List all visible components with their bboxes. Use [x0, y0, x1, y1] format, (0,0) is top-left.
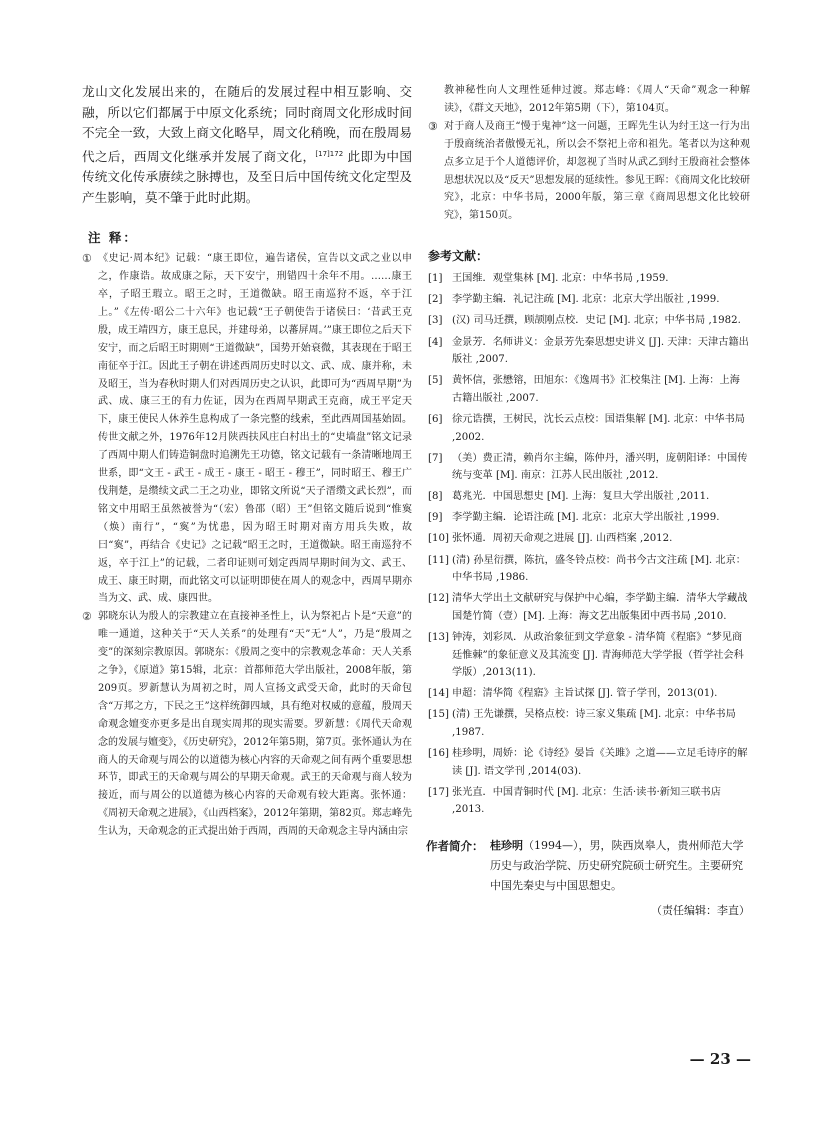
note-marker: ② [82, 610, 92, 624]
reference-number: [8] [428, 491, 443, 503]
reference-number: [14] [428, 688, 449, 700]
reference-text: 李学勤主编．礼记注疏 [M]. 北京：北京大学出版社 ,1999. [452, 294, 720, 306]
reference-item [428, 745, 750, 780]
reference-text: 张光直．中国青铜时代 [M]. 北京：生活·读书·新知三联书店 ,2013. [452, 786, 721, 816]
reference-text: 清华大学出土文献研究与保护中心编，李学勤主编．清华大学藏战国楚竹简（壹）[M]. 上海：海文艺出版集团中西书局 ,2010. [452, 593, 748, 622]
reference-text: 黄怀信，张懋镕，田旭东：《逸周书》汇校集注 [M]. 上海：上海古籍出版社 ,2007. [452, 375, 740, 404]
page-number: — 23 — [689, 1050, 751, 1068]
reference-number: [11] [428, 554, 449, 566]
note-marker: ③ [428, 119, 438, 133]
reference-number: [15] [428, 709, 449, 721]
reference-text: (清) 王先谦撰，吴格点校：诗三家义集疏 [M]. 北京：中华书局 ,1987. [452, 709, 736, 738]
reference-item [428, 334, 750, 369]
reference-number: [7] [428, 452, 443, 464]
reference-item [428, 685, 750, 703]
reference-text: 申超：清华简《程寤》主旨试探 [J]. 管子学刊，2013(01). [452, 688, 718, 700]
reference-number: [17] [428, 786, 449, 798]
reference-number: [5] [428, 375, 443, 387]
author-label: 作者简介： [426, 838, 484, 853]
note-item [428, 82, 750, 118]
reference-item [428, 488, 750, 506]
reference-text: 张怀通．周初天命观之进展 [J]. 山西档案 ,2012. [452, 533, 673, 545]
reference-text: 金景芳．名师讲义：金景芳先秦思想史讲义 [J]. 天津：天津古籍出版社 ,2007. [452, 336, 749, 366]
reference-item [428, 530, 750, 548]
reference-item [428, 590, 750, 625]
reference-text: 桂珍明，周娇：论《诗经》晏旨《关雎》之道——立足毛诗序的解读 [J]. 语文学刊 ,2014(03). [452, 748, 748, 777]
reference-number: [10] [428, 533, 449, 545]
reference-text: (清) 孙星衍撰，陈抗，盛冬铃点校：尚书今古文注疏 [M]. 北京：中华书局 ,1986. [452, 554, 746, 584]
reference-item [428, 552, 750, 587]
intro-paragraph [82, 82, 412, 208]
author-name: 桂珍明 [490, 838, 523, 852]
responsible-editor: （责任编辑：李直） [651, 903, 750, 917]
reference-number: [12] [428, 593, 449, 605]
reference-number: [9] [428, 512, 443, 524]
reference-number: [16] [428, 748, 449, 759]
intro-tail: 此即为中国传统文化传承赓续之脉搏也，及至日后中国传统文化定型及产生影响，莫不肇于此时此期。 [82, 148, 412, 205]
note-item [82, 608, 412, 841]
reference-item [428, 450, 750, 485]
reference-text: (汉) 司马迁撰，顾颉刚点校．史记 [M]. 北京；中华书局 ,1982. [452, 315, 741, 327]
references-title: 参考文献： [428, 249, 489, 264]
note-text: 对于商人及商王“慢于鬼神”这一问题，王晖先生认为纣王这一行为出于殷商统治者傲慢无礼，所以会不祭祀上帝和祖先。笔者以为这种观点多立足于个人道德评价，却忽视了当时从武乙到纣王殷商社会整体思想状况以及“反天”思想发展的延续性。参见王晖：《商周文化比较研究》，北京：中华书局，2000年版，第三章《商周思想文化比较研究》，第150页。 [444, 120, 750, 222]
reference-text: 李学勤主编．论语注疏 [M]. 北京：北京大学出版社 ,1999. [452, 512, 720, 524]
note-text: 《史记·周本纪》记载：“康王即位，遍告诸侯，宣告以文武之业以申之，作康诰。故成康之际，天下安宁，刑错四十余年不用。……康王卒，子昭王瑕立。昭王之时，王道微缺。昭王南巡狩不返，卒于江上。”《左传·昭公二十六年》也记载“王子朝使告于诸侯曰：‘昔武王克殷，成王靖四方，康王息民，并建母弟，以蕃屏周。’”康王即位之后天下安宁，而之后昭王时期则“王道微缺”，国势开始衰微，其表现在于昭王南征卒于江。因此王子朝在讲述西周历史时以文、武、成、康并称，未及昭王，当为春秋时期人们对西周历史之认识，此即可为“西周早期”为武、成、康三王的有力佐证，因为在西周早期武王克商，成王平定天下，康王使民人休养生息构成了一条完整的线索，至此西周国基始固。传世文献之外，1976年12月陕西扶风庄白村出土的“史墙盘”铭文记录了西周中期人们铸造铜盘时追溯先王功德，铭文记载有一条清晰地周王世系，即“文王 - 武王 - 成王 - 康王 - 昭王 - 穆王”，同时昭王、穆王广伐荆楚，是缵续文武二王之功业，即铭文所说“天子溍缵文武长烈”，而铭文中用昭王虽然被誉为“（宏）鲁邵（昭）王”但铭文随后说到“惟寏（焕）南行”，“寏”为忧患，因为昭王时期对南方用兵失败，故曰“寏”，再结合《史记》之记载“昭王之时，王道微缺。昭王南巡狩不返，卒于江上”的记载，二者印证则可划定西周早期时间为文、武王、成王、康王时期，而此铭文可以证明即使在周人的观念中，西周早期亦当为文、武、成、康四世。 [98, 253, 412, 605]
intro-citation: [17]172 [315, 149, 344, 158]
reference-text: 钟涛，刘彩凤．从政治象征到文学意象 - 清华简《程寤》“梦见商廷惟棘”的象征意义及其流变 [J]. 青海师范大学学报（哲学社会科学版）,2013(11). [452, 631, 744, 679]
reference-text: （美）费正清，赖肖尔主编，陈仲丹，潘兴明，庞朝阳译：中国传统与变革 [M]. 南京：江苏人民出版社 ,2012. [452, 452, 748, 482]
reference-text: 徐元诰撰，王树民，沈长云点校：国语集解 [M]. 北京：中华书局 ,2002. [452, 413, 745, 443]
note-item [82, 250, 412, 608]
reference-item [428, 784, 750, 819]
left-column [82, 82, 412, 841]
reference-item [428, 312, 750, 330]
reference-number: [3] [428, 315, 443, 327]
reference-item [428, 270, 750, 288]
note-item [428, 118, 750, 225]
notes-title: 注 释： [88, 230, 138, 246]
author-text: （1994—），男，陕西岚皋人，贵州师范大学历史与政治学院、历史研究院硕士研究生。主要研究中国先秦史与中国思想史。 [490, 838, 744, 892]
reference-item [428, 706, 750, 741]
reference-text: 王国维．观堂集林 [M]. 北京：中华书局 ,1959. [452, 273, 669, 285]
reference-item [428, 291, 750, 309]
reference-number: [1] [428, 273, 443, 285]
reference-text: 葛兆光．中国思想史 [M]. 上海：复旦大学出版社 ,2011. [452, 491, 710, 503]
note-marker: ① [82, 252, 92, 266]
reference-number: [2] [428, 294, 443, 306]
reference-number: [6] [428, 413, 443, 425]
reference-item [428, 372, 750, 407]
reference-number: [4] [428, 336, 443, 348]
reference-item [428, 411, 750, 446]
reference-item [428, 509, 750, 527]
right-column [428, 82, 750, 918]
reference-number: [13] [428, 631, 449, 643]
intro-text: 龙山文化发展出来的，在随后的发展过程中相互影响、交融，所以它们都属于中原文化系统；同时商周文化形成时间不完全一致，大致上商文化略早，周文化稍晚，而在殷周易代之后，西周文化继承并发展了商文化， [82, 84, 412, 164]
reference-item [428, 629, 750, 682]
references-list [428, 270, 750, 819]
note-text: 郭晓东认为殷人的宗教建立在直接神圣性上，认为祭祀占卜是“天意”的唯一通道，这种关于“天人关系”的处理有“天”无“人”，乃是“殷周之变”的深刻宗教原因。郭晓东：《殷周之变中的宗教观念革命：天人关系之争》，《原道》第15辑，北京：首都师范大学出版社，2008年版，第209页。罗新慧认为周初之时，周人宣扬文武受天命，此时的天命包含“万邦之方，下民之王”这样统御四域，具有绝对权威的意蕴，殷周天命观念嬗变亦更多是出自现实周邦的现实需要。罗新慧：《周代天命观念的发展与嬗变》，《历史研究》，2012年第5期，第7页。张怀通认为在商人的天命观与周公的以道德为核心内容的天命观之间有两个重要思想环节，即武王的天命观与周公的早期天命观。武王的天命观与商人较为接近，而与周公的以道德为核心内容的天命观有较大距离。张怀通：《周初天命观之进展》，《山西档案》，2012年第期，第82页。郑志峰先生认为，天命观念的正式提出始于西周，西周的天命观念主导内涵由宗 [98, 611, 412, 838]
author-bio [428, 836, 750, 896]
note-text: 教神秘性向人文理性延伸过渡。郑志峰：《周人“天命”观念一种解读》，《群文天地》，2012年第5期（下），第104页。 [444, 85, 750, 114]
